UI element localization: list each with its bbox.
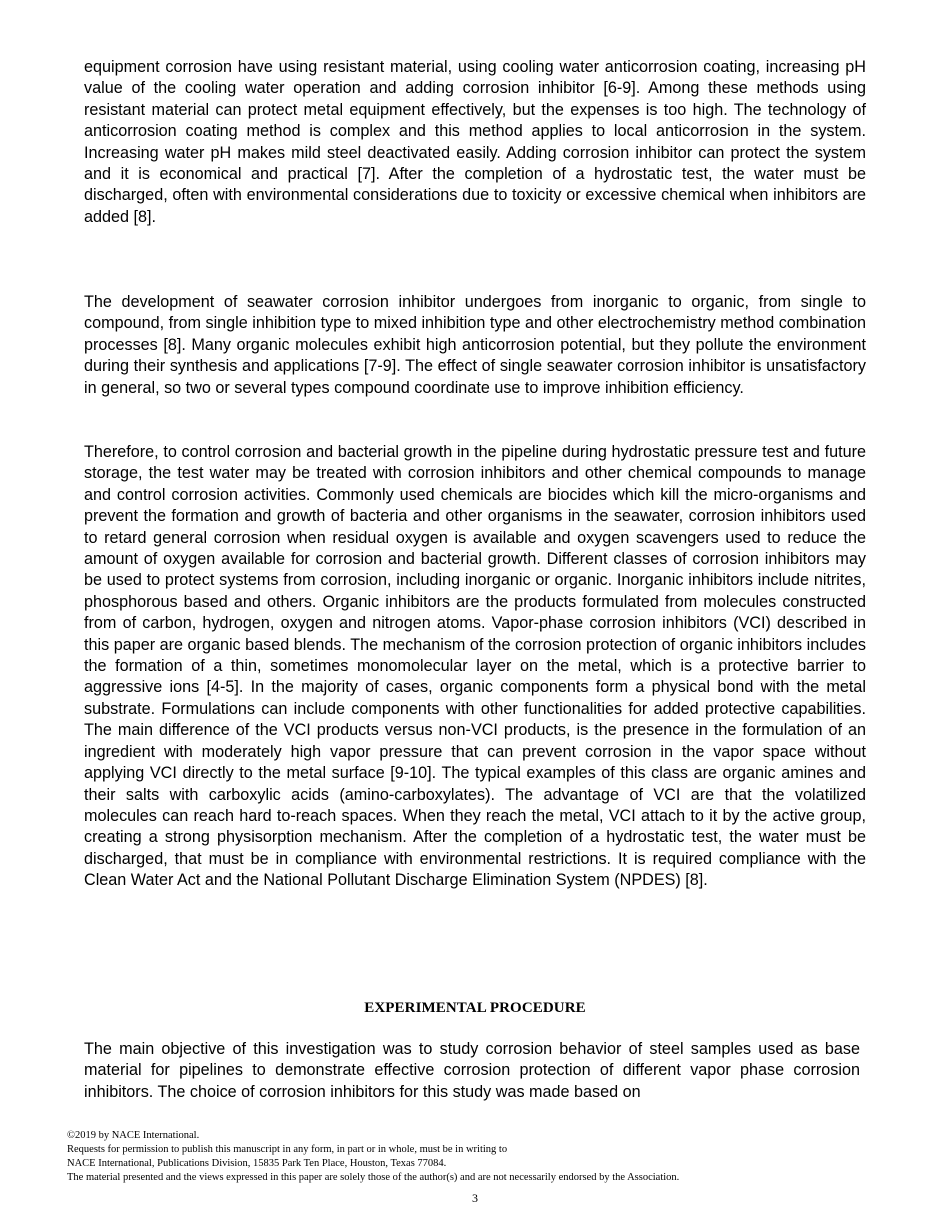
- paragraph-corrosion-methods: equipment corrosion have using resistant material, using cooling water anticorrosion coating, increasing pH value of the cooling water operation and adding corrosion inhibitor [6-9]. Among these methods using resistant material can protect metal equipment effectively, but the expenses is too high. The technology of anticorrosion coating method is complex and this method applies to local anticorrosion in the system. Increasing water pH makes mild steel deactivated easily. Adding corrosion inhibitor can protect the system and it is economical and practical [7]. After the completion of a hydrostatic test, the water must be discharged, often with environmental considerations due to toxicity or excessive chemical when inhibitors are added [8].: [84, 58, 866, 226]
- footer-address: NACE International, Publications Division, 15835 Park Ten Place, Houston, Texas 77084.: [67, 1158, 447, 1169]
- footer-notice: [67, 1129, 907, 1185]
- page-number: 3: [472, 1191, 478, 1205]
- paragraph-objective: The main objective of this investigation was to study corrosion behavior of steel samples used as base material for pipelines to demonstrate effective corrosion protection of different vapor phase corrosion inhibitors. The choice of corrosion inhibitors for this study was made based on: [84, 1040, 860, 1101]
- section-heading: EXPERIMENTAL PROCEDURE: [364, 1000, 586, 1016]
- footer-copyright: ©2019 by NACE International.: [67, 1130, 200, 1141]
- footer-disclaimer: The material presented and the views expressed in this paper are solely those of the author(s) and are not necessarily endorsed by the Association.: [67, 1172, 680, 1183]
- paragraph-inhibitor-development: The development of seawater corrosion inhibitor undergoes from inorganic to organic, from single to compound, from single inhibition type to mixed inhibition type and other electrochemistry method combination processes [8]. Many organic molecules exhibit high anticorrosion potential, but they pollute the environment during their synthesis and applications [7-9]. The effect of single seawater corrosion inhibitor is unsatisfactory in general, so two or several types compound coordinate use to improve inhibition efficiency.: [84, 293, 866, 397]
- paragraph-vci-overview: Therefore, to control corrosion and bacterial growth in the pipeline during hydrostatic pressure test and future storage, the test water may be treated with corrosion inhibitors and other chemical compounds to manage and control corrosion activities. Commonly used chemicals are biocides which kill the micro-organisms and prevent the formation and growth of bacteria and other organisms in the seawater, corrosion inhibitors used to retard general corrosion when residual oxygen is available and oxygen scavengers used to reduce the amount of oxygen available for corrosion and bacterial growth. Different classes of corrosion inhibitors may be used to protect systems from corrosion, including inorganic or organic. Inorganic inhibitors include nitrites, phosphorous based and others. Organic inhibitors are the products formulated from molecules constructed from of carbon, hydrogen, oxygen and nitrogen atoms. Vapor-phase corrosion inhibitors (VCI) described in this paper are organic based blends. The mechanism of the corrosion protection of organic inhibitors includes the formation of a thin, sometimes monomolecular layer on the metal, which is a protective barrier to aggressive ions [4-5]. In the majority of cases, organic components form a physical bond with the metal substrate. Formulations can include components with other functionalities for added protective capabilities. The main difference of the VCI products versus non-VCI products, is the presence in the formulation of an ingredient with moderately high vapor pressure that can prevent corrosion in the vapor space without applying VCI directly to the metal surface [9-10]. The typical examples of this class are organic amines and their salts with carboxylic acids (amino-carboxylates). The advantage of VCI are that the volatilized molecules can reach hard to-reach spaces. When they reach the metal, VCI attach to it by the active group, creating a strong physisorption mechanism. After the completion of a hydrostatic test, the water must be discharged, that must be in compliance with environmental restrictions. It is required compliance with the Clean Water Act and the National Pollutant Discharge Elimination System (NPDES) [8].: [84, 443, 866, 890]
- footer-permission: Requests for permission to publish this manuscript in any form, in part or in whole, must be in writing to: [67, 1144, 508, 1155]
